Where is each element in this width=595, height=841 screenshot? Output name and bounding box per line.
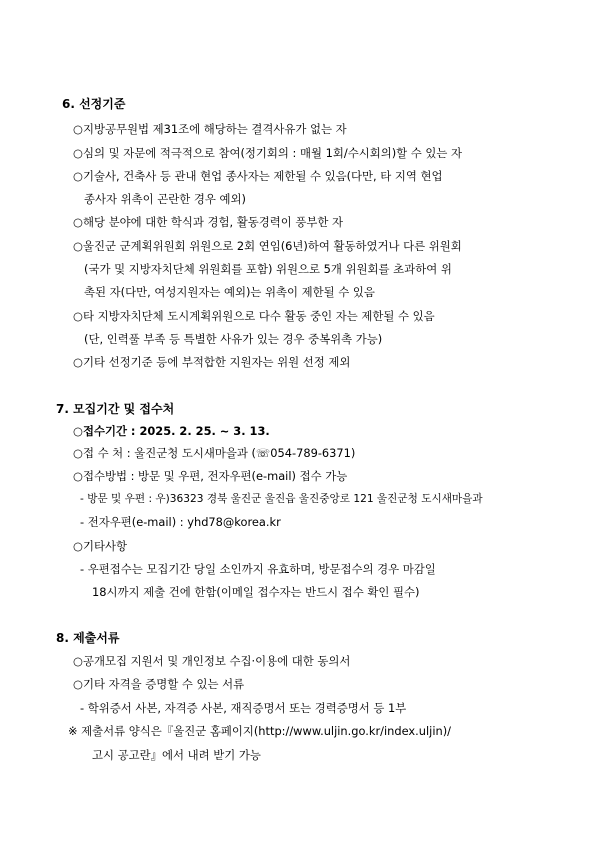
misc-label: ○기타사항 bbox=[73, 539, 127, 553]
criteria-item-2: ○심의 및 자문에 적극적으로 참여(정기회의 : 매월 1회/수시회의)할 수 있는 자 bbox=[73, 146, 463, 160]
criteria-item-3-cont: 종사자 위촉이 곤란한 경우 예외) bbox=[84, 192, 246, 206]
document-item-1: ○공개모집 지원서 및 개인정보 수집·이용에 대한 동의서 bbox=[73, 654, 351, 668]
criteria-item-5-cont-1: (국가 및 지방자치단체 위원회를 포함) 위원으로 5개 위원회를 초과하여 위 bbox=[84, 262, 452, 276]
criteria-item-1: ○지방공무원법 제31조에 해당하는 결격사유가 없는 자 bbox=[73, 122, 347, 136]
form-note-cont: 고시 공고란』에서 내려 받기 가능 bbox=[92, 748, 261, 762]
criteria-item-7: ○기타 선정기준 등에 부적합한 지원자는 위원 선정 제외 bbox=[73, 355, 351, 369]
criteria-item-6-cont: (단, 인력풀 부족 등 특별한 사유가 있는 경우 중복위촉 가능) bbox=[84, 332, 383, 346]
criteria-item-3: ○기술사, 건축사 등 관내 현업 종사자는 제한될 수 있음(다만, 타 지역 현업 bbox=[73, 169, 443, 183]
criteria-item-4: ○해당 분야에 대한 학식과 경험, 활동경력이 풍부한 자 bbox=[73, 215, 343, 229]
section-7-heading: 7. 모집기간 및 접수처 bbox=[56, 402, 175, 416]
form-note: ※ 제출서류 양식은『울진군 홈페이지(http://www.uljin.go.kr/index.uljin)/ bbox=[68, 724, 451, 738]
document-item-2-detail: - 학위증서 사본, 자격증 사본, 재직증명서 또는 경력증명서 등 1부 bbox=[80, 701, 407, 715]
document-item-2: ○기타 자격을 증명할 수 있는 서류 bbox=[73, 677, 245, 691]
receipt-visit-address: - 방문 및 우편 : 우)36323 경북 울진군 울진읍 울진중앙로 121 울진군청 도시새마을과 bbox=[80, 493, 483, 505]
criteria-item-5: ○울진군 군계획위원회 위원으로 2회 연임(6년)하여 활동하였거나 다른 위원회 bbox=[73, 239, 462, 253]
criteria-item-5-cont-2: 촉된 자(다만, 여성지원자는 예외)는 위촉이 제한될 수 있음 bbox=[84, 285, 375, 299]
receipt-method: ○접수방법 : 방문 및 우편, 전자우편(e-mail) 접수 가능 bbox=[73, 469, 348, 483]
misc-note-2: 18시까지 제출 건에 한함(이메일 접수자는 반드시 접수 확인 필수) bbox=[92, 585, 420, 599]
section-6-heading: 6. 선정기준 bbox=[62, 97, 126, 111]
criteria-item-6: ○타 지방자치단체 도시계획위원으로 다수 활동 중인 자는 제한될 수 있음 bbox=[73, 309, 435, 323]
misc-note-1: - 우편접수는 모집기간 당일 소인까지 유효하며, 방문접수의 경우 마감일 bbox=[80, 562, 436, 576]
receipt-office: ○접 수 처 : 울진군청 도시새마을과 (☏054-789-6371) bbox=[73, 446, 356, 460]
receipt-period: ○접수기간 : 2025. 2. 25. ~ 3. 13. bbox=[73, 424, 270, 438]
section-8-heading: 8. 제출서류 bbox=[56, 631, 120, 645]
receipt-email: - 전자우편(e-mail) : yhd78@korea.kr bbox=[80, 515, 281, 529]
